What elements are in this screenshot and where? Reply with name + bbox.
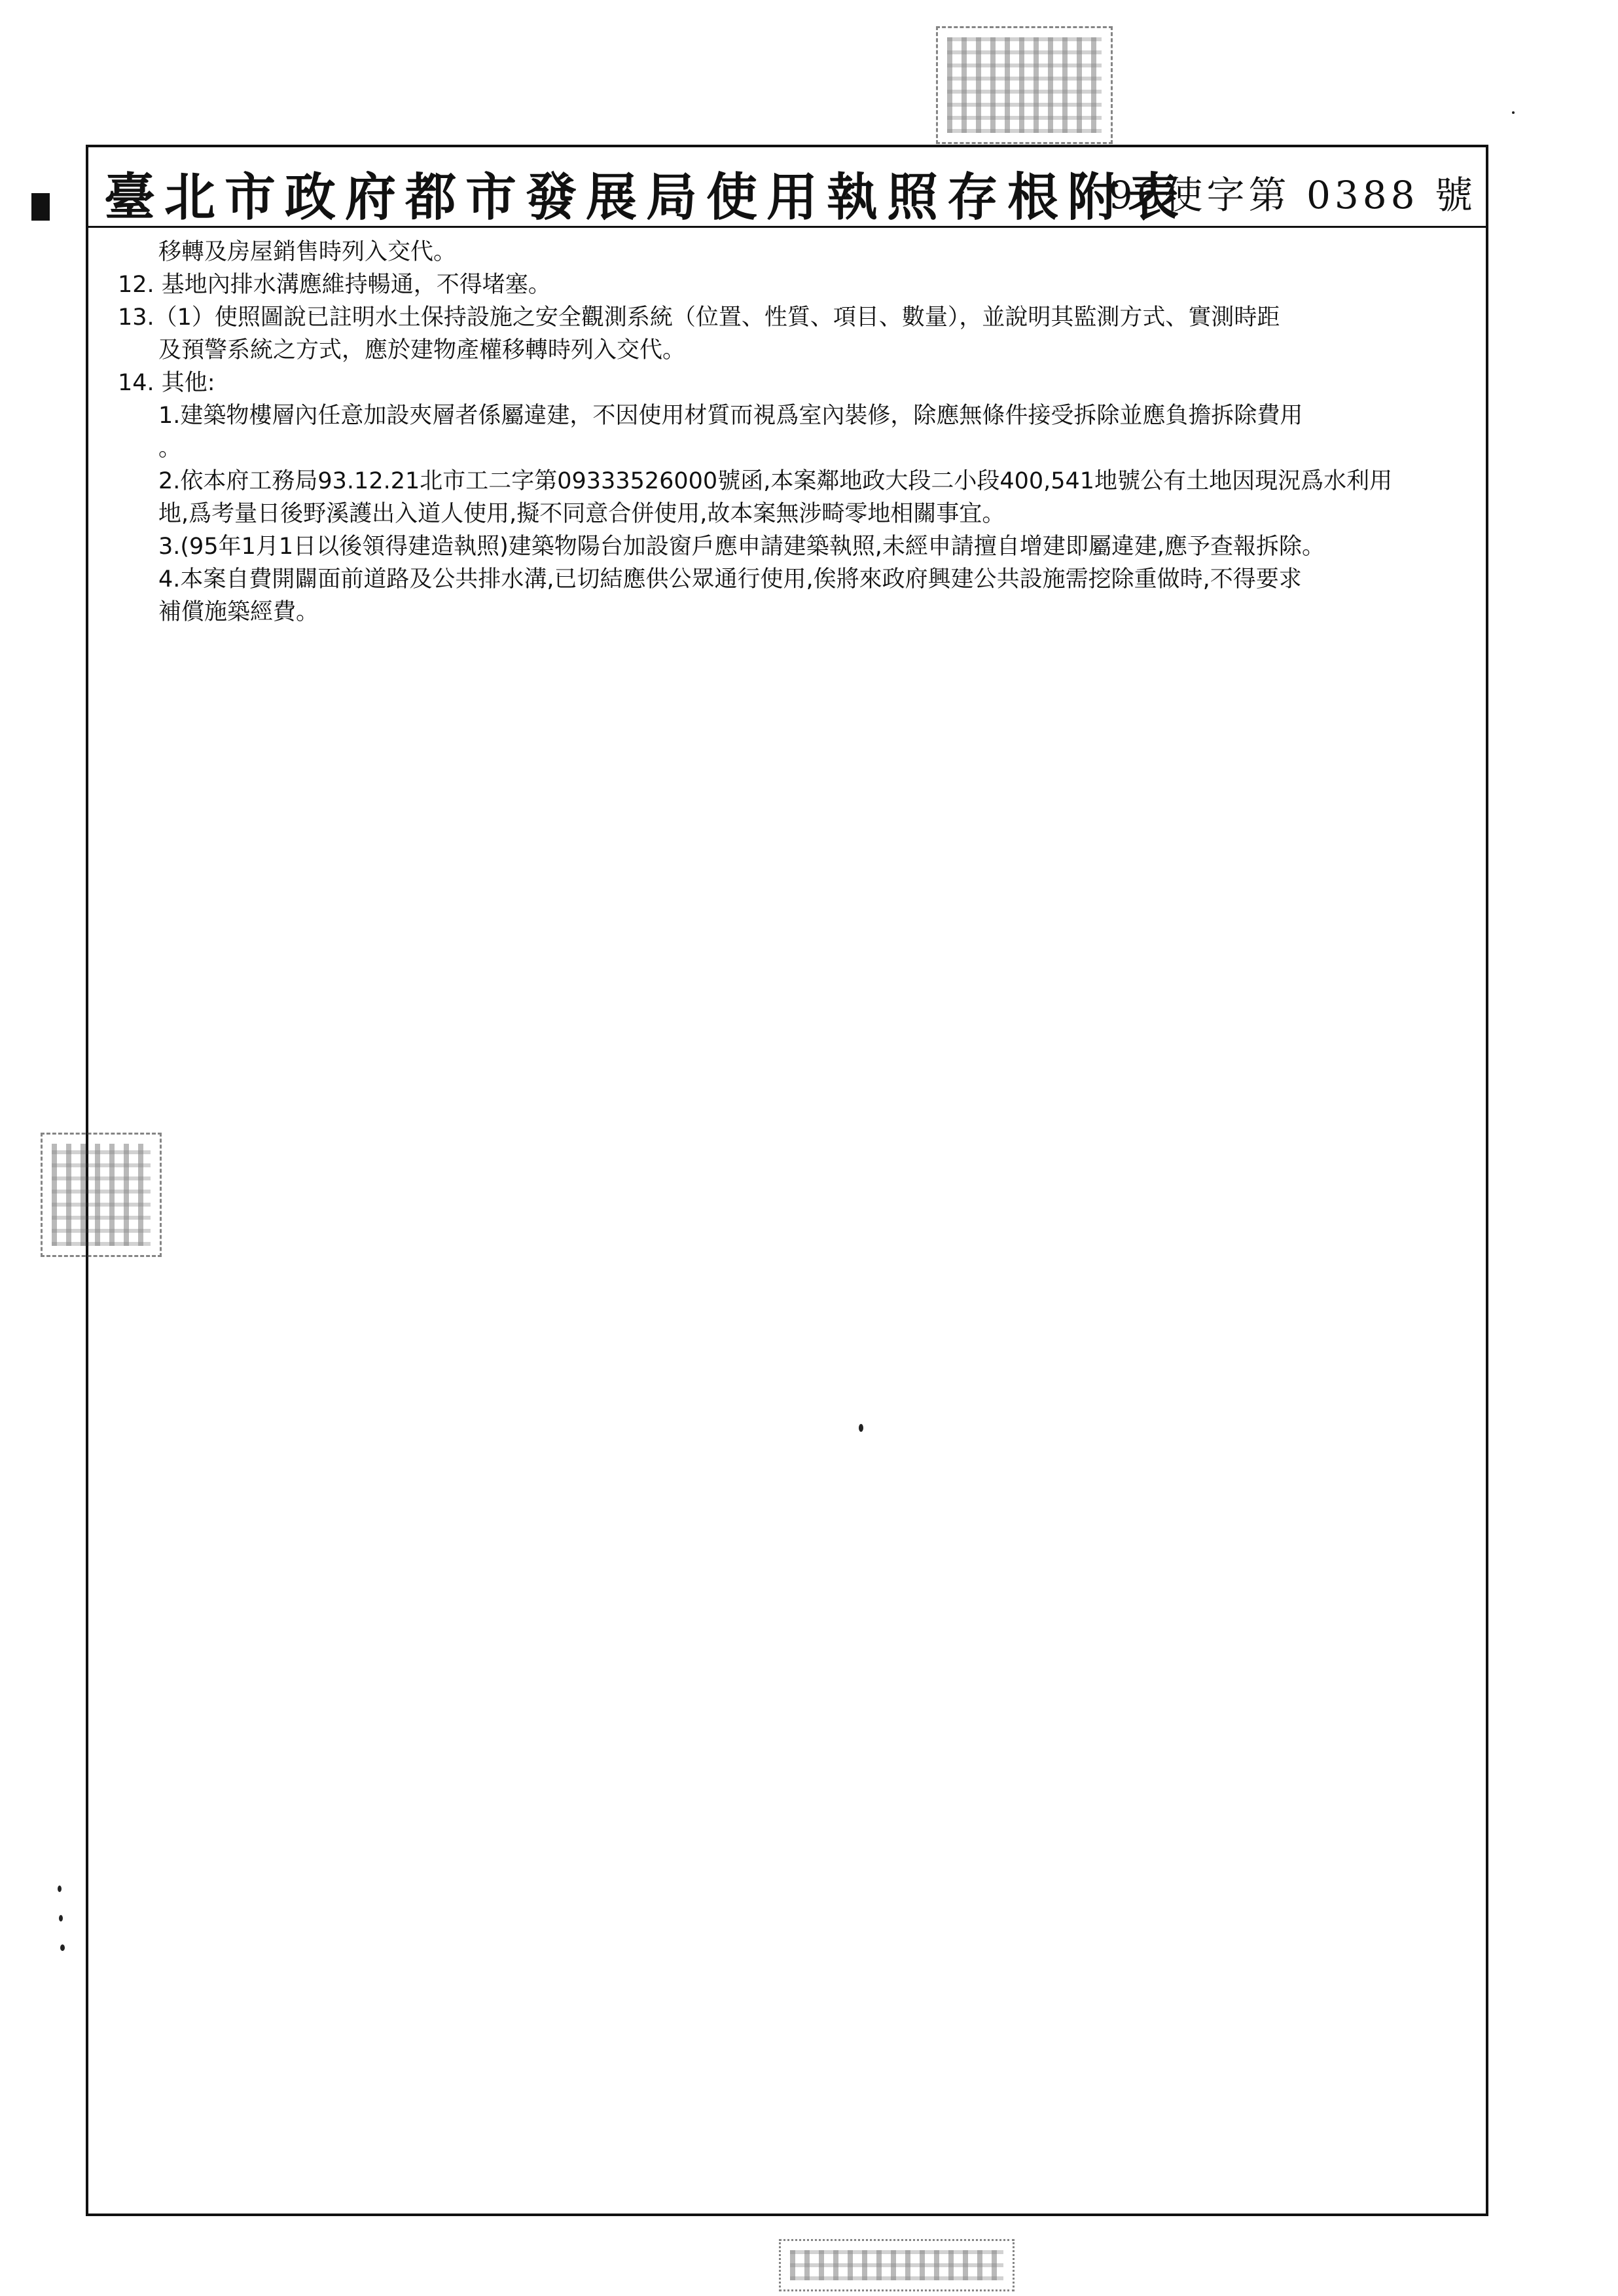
body-line: 3.(95年1月1日以後領得建造執照)建築物陽台加設窗戶應申請建築執照,未經申請擅自增建即屬違建,應予查報拆除。	[158, 534, 1325, 560]
scan-speck	[59, 1915, 63, 1922]
official-seal-left	[41, 1133, 162, 1257]
body-line: 14. 其他:	[118, 370, 215, 396]
document-title: 臺北市政府都市發展局使用執照存根附表	[104, 168, 1189, 227]
scan-speck	[859, 1424, 863, 1432]
body-line: 4.本案自費開闢面前道路及公共排水溝,已切結應供公眾通行使用,俟將來政府興建公共設施需挖除重做時,不得要求	[158, 566, 1302, 592]
scan-speck	[1512, 111, 1515, 114]
body-line: 12. 基地內排水溝應維持暢通，不得堵塞。	[118, 272, 551, 298]
body-line: 2.依本府工務局93.12.21北市工二字第09333526000號函,本案鄰地政大段二小段400,541地號公有土地因現況爲水利用	[158, 468, 1393, 494]
body-line: 及預警系統之方式，應於建物產權移轉時列入交代。	[158, 337, 686, 363]
body-line: 移轉及房屋銷售時列入交代。	[158, 239, 457, 265]
document-header	[86, 145, 1488, 228]
body-line: 地,爲考量日後野溪護出入道人使用,擬不同意合併使用,故本案無涉畸零地相關事宜。	[158, 501, 1005, 527]
scan-speck	[60, 1944, 65, 1951]
body-line: 。	[158, 435, 182, 462]
body-line: 1.建築物樓層內任意加設夾層者係屬違建，不因使用材質而視爲室內裝修，除應無條件接受拆除並應負擔拆除費用	[158, 403, 1303, 429]
official-seal-top	[936, 26, 1113, 144]
margin-mark	[31, 193, 50, 221]
document-number: 96使字第 0388 號	[1108, 173, 1477, 217]
seal-bottom	[779, 2239, 1015, 2291]
scan-speck	[58, 1886, 62, 1892]
body-line: 補償施築經費。	[158, 599, 319, 625]
body-line: 13.（1）使照圖說已註明水土保持設施之安全觀測系統（位置、性質、項目、數量），並說明其監測方式、實測時距	[118, 304, 1280, 331]
document-body	[118, 236, 1483, 629]
